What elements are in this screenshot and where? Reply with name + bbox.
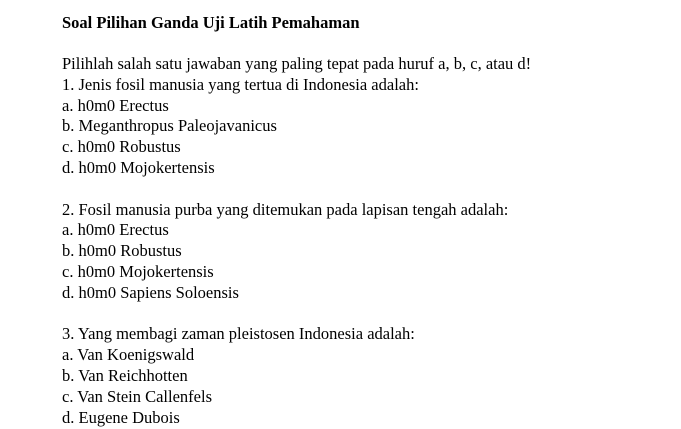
question-block-1 (62, 75, 672, 179)
option-a: a. h0m0 Erectus (62, 220, 169, 240)
document (62, 13, 672, 428)
option-a: a. h0m0 Erectus (62, 95, 169, 115)
option-b: b. Meganthropus Paleojavanicus (62, 116, 277, 136)
option-a: a. Van Koenigswald (62, 345, 195, 365)
question-block-2 (62, 200, 672, 304)
option-d: d. Eugene Dubois (62, 407, 180, 427)
question-text: 2. Fosil manusia purba yang ditemukan pada lapisan tengah adalah: (62, 199, 509, 219)
question-text: 1. Jenis fosil manusia yang tertua di Indonesia adalah: (62, 74, 419, 94)
spacer (62, 33, 672, 54)
question-block-3 (62, 324, 672, 428)
spacer (62, 179, 672, 200)
option-d: d. h0m0 Sapiens Soloensis (62, 282, 239, 302)
option-c: c. h0m0 Mojokertensis (62, 261, 214, 281)
option-b: b. h0m0 Robustus (62, 241, 182, 261)
option-b: b. Van Reichhotten (62, 365, 188, 385)
option-c: c. h0m0 Robustus (62, 137, 181, 157)
option-d: d. h0m0 Mojokertensis (62, 157, 215, 177)
spacer (62, 304, 672, 325)
option-c: c. Van Stein Callenfels (62, 386, 212, 406)
instruction-text: Pilihlah salah satu jawaban yang paling tepat pada huruf a, b, c, atau d! (62, 54, 532, 73)
question-text: 3. Yang membagi zaman pleistosen Indonesia adalah: (62, 324, 415, 344)
document-title: Soal Pilihan Ganda Uji Latih Pemahaman (62, 13, 360, 32)
